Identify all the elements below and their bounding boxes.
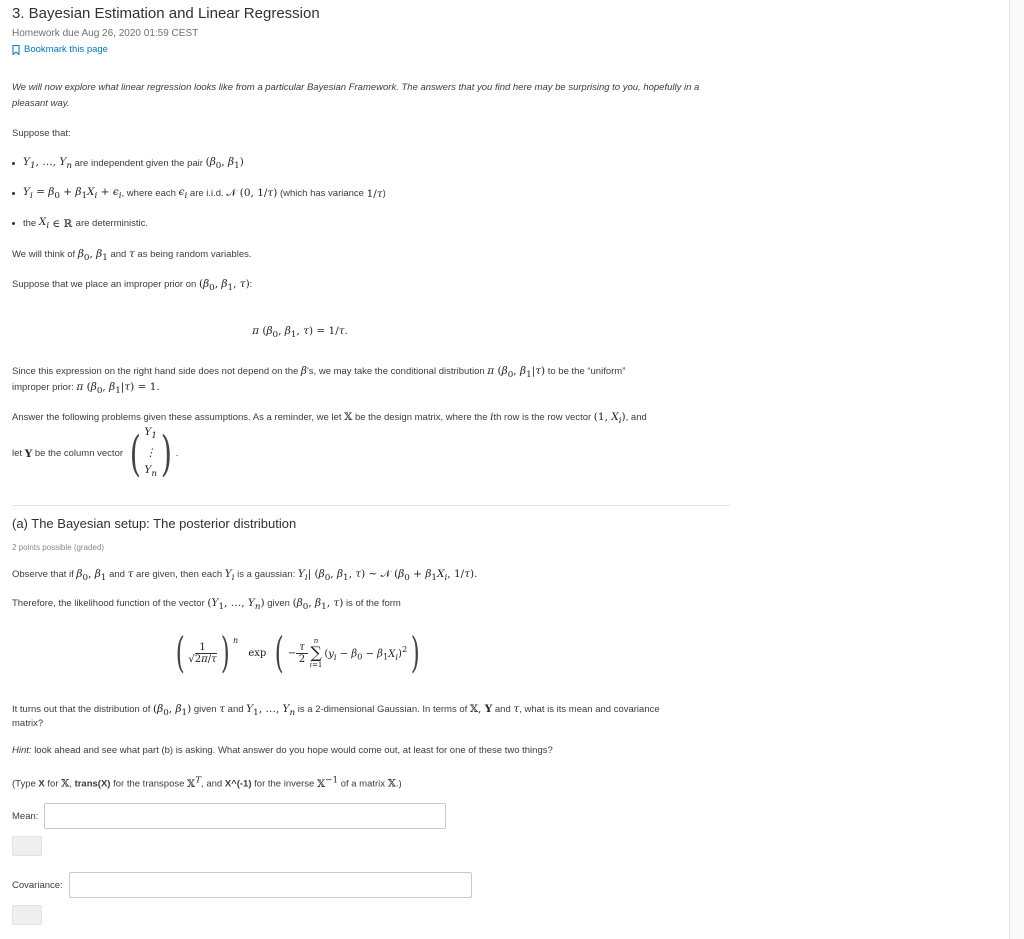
random-variables-text: We will think of $\beta_0$, $\beta_1$ and τ as being random variables.: [12, 248, 252, 264]
mean-preview-button[interactable]: [12, 836, 42, 856]
since-text-line2: improper prior: π ($\beta_0$, $\beta_1|\tau) = 1$.: [12, 381, 160, 397]
suppose-that-text: Suppose that:: [12, 128, 71, 139]
bullet-2-iid: are i.i.d.: [189, 188, 224, 200]
answer-following-line1: Answer the following problems given these assumptions. As a reminder, we let 𝕏 be the design matrix, where the ith row is the row vector (1, $X_i$), and: [12, 411, 647, 427]
bookmark-link[interactable]: [12, 44, 108, 55]
intro-text: We will now explore what linear regression looks like from a particular Bayesian Framework. The answers that you find here may be surprising to you, hopefully in a pleasant way.: [12, 82, 700, 109]
mean-label: Mean:: [12, 811, 39, 822]
covariance-preview-button[interactable]: [12, 905, 42, 925]
column-vector-Y: ( $Y_1$ ⋮ $Y_n$ ): [129, 425, 172, 482]
bullet-deterministic: the $X_i$ ∈ ℝ are deterministic.: [12, 216, 148, 231]
type-instructions: (Type X for 𝕏, trans(X) for the transpose 𝕏$^T$, and X^(-1) for the inverse 𝕏$^{-1}$ of a matrix 𝕏.): [12, 775, 402, 790]
turns-out-line1: It turns out that the distribution of ($\beta_0$, $\beta_1$) given τ and $Y_1$, …, $Y_n$ is a 2-dimensional Gaussian. In terms of 𝕏, Y and τ, what is its mean and covariance: [12, 703, 660, 719]
improper-prior-text: Suppose that we place an improper prior on ($\beta_0$, $\beta_1$, τ):: [12, 278, 253, 294]
bullet-3-the: the: [23, 218, 37, 230]
answer-following-line2: let Y be the column vector ( $Y_1$ ⋮ $Y_n$ ) .: [12, 425, 179, 482]
likelihood-equation: ( $\frac{1}{√2\pi/\tau}$ ) $^n$ exp ( − $\frac{\tau}{2}$ n ∑ i=1 $(y_i - \beta_0 - \beta_1X_i)^2$ ): [175, 628, 420, 677]
since-text-line1: Since this expression on the right hand side does not depend on the β's, we may take the conditional distribution π ($\beta_0$, $\beta_1|\tau$) to be the “uniform”: [12, 365, 626, 381]
prior-equation: π ($\beta_0$, $\beta_1$, τ) = 1/τ.: [252, 325, 348, 341]
therefore-text: Therefore, the likelihood function of the vector ($Y_1$, …, $Y_n$) given ($\beta_0$, $\beta_1$, τ) is of the form: [12, 597, 401, 613]
hint-text: Hint: look ahead and see what part (b) is asking. What answer do you hope would come out, at least for one of these two things?: [12, 745, 553, 756]
covariance-input[interactable]: [69, 872, 472, 898]
bullet-independent: $Y_1$, …, $Y_n$ are independent given the pair ($\beta_0$, $\beta_1$): [12, 156, 244, 171]
bookmark-label: Bookmark this page: [24, 44, 108, 55]
bullet-2-variance: (which has variance: [279, 188, 364, 200]
due-date: Homework due Aug 26, 2020 01:59 CEST: [12, 28, 199, 39]
bullet-1-text: are independent given the pair: [74, 158, 203, 170]
bookmark-icon: [12, 45, 20, 55]
bullet-3-text: are deterministic.: [75, 218, 149, 230]
section-a-title: (a) The Bayesian setup: The posterior distribution: [12, 516, 297, 531]
bullet-model: $Y_i$ = $\beta_0 + \beta_1X_i + \epsilon_i$ , where each $\epsilon_i$ are i.i.d. 𝒩 (0, 1/τ) (which has variance 1/τ ): [12, 186, 386, 201]
mean-input[interactable]: [44, 803, 446, 829]
page-title: 3. Bayesian Estimation and Linear Regression: [12, 5, 320, 22]
section-divider: [12, 505, 730, 506]
bullet-2-where: , where each: [121, 188, 176, 200]
turns-out-line2: matrix?: [12, 718, 44, 729]
observe-text: Observe that if $\beta_0$, $\beta_1$ and τ are given, then each $Y_i$ is a gaussian: $Y_i|$ ($\beta_0$, $\beta_1$, τ) ∼ 𝒩 ($\beta_0 + \beta_1X_i$, 1/τ).: [12, 568, 478, 584]
covariance-label: Covariance:: [12, 880, 63, 891]
points-possible: 2 points possible (graded): [12, 543, 105, 552]
page-scrollbar[interactable]: [1009, 0, 1024, 939]
